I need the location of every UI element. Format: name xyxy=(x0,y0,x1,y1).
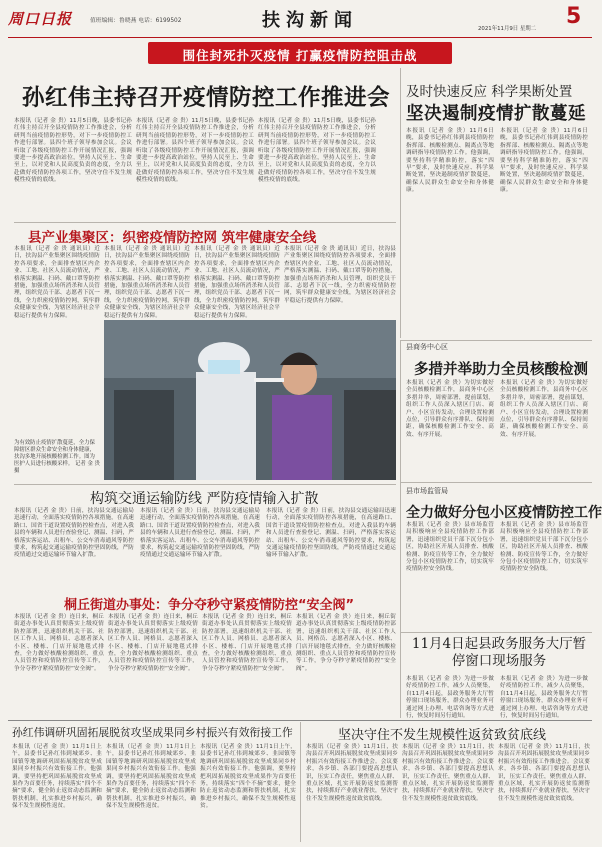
lead-body-col2: 本报讯（记者 金 贵）11月5日晚，县委书记孙红伟主持召开全县疫情防控工作推进会，分析研判当前疫情防控形势，对下一步疫情防控工作进行部署。县四个班子领导参加会议。会议听取了各级疫情防控工作开展情况汇报，强调要进一步提高政治站位，坚持人民至上、生命至上，以对党和人民高度负责的态度，全力以赴做好疫情防控各项工作，坚决守住不发生规模性疫情的底线。 xyxy=(136,118,254,184)
story6-kicker: 县市场监管局 xyxy=(406,487,448,495)
story4-body-col2: 本报讯（记者 金 贵）连日来，桐丘街道办事处认真贯彻落实上级疫情防控部署，迅速组织机关干部、社区工作人员、网格员、志愿者深入小区、楼栋、门店开展地毯式排查，全力做好核酸检测组织、重点人员管控和疫情防控宣传等工作，争分夺秒守紧疫情防控“安全阀”。 xyxy=(108,614,198,672)
right-body: 本报讯（记者 金 贵）11月6日晚，县委书记孙红伟到县疫情防控指挥部、核酸检测点、隔离点等地调研指导疫情防控工作。他强调，要坚持科学精准防控，落实“四早”要求，及时快速反应、科学果断处置，坚决遏制疫情扩散蔓延，确保人民群众生命安全和身体健康。 xyxy=(406,128,494,194)
story2-body-col2: 本报讯（记者 金 贵 通讯员）近日，扶沟县产业集聚区围绕疫情防控各项要求，全面排查辖区内企业、工地、社区人员流动情况，严格落实测温、扫码、戴口罩等防控措施，加强重点场所消杀和人员管理，组织党员干部、志愿者下沉一线，全力织密疫情防控网，筑牢群众健康安全线，为辖区经济社会平稳运行提供有力保障。 xyxy=(104,246,190,319)
photo-scene xyxy=(104,320,396,480)
story4-body-col4: 本报讯（记者 金 贵）连日来，桐丘街道办事处认真贯彻落实上级疫情防控部署，迅速组织机关干部、社区工作人员、网格员、志愿者深入小区、楼栋、门店开展地毯式排查，全力做好核酸检测组织、重点人员管控和疫情防控宣传等工作，争分夺秒守紧疫情防控“安全阀”。 xyxy=(296,614,396,672)
bottom-right-headline: 坚决守住不发生规模性返贫致贫底线 xyxy=(338,728,547,743)
story2-body-col4: 本报讯（记者 金 贵 通讯员）近日，扶沟县产业集聚区围绕疫情防控各项要求，全面排查辖区内企业、工地、社区人员流动情况，严格落实测温、扫码、戴口罩等防控措施，加强重点场所消杀和人员管理，组织党员干部、志愿者下沉一线，全力织密疫情防控网，筑牢群众健康安全线，为辖区经济社会平稳运行提供有力保障。 xyxy=(284,246,396,304)
story2-headline: 县产业集聚区：织密疫情防控网 筑牢健康安全线 xyxy=(28,230,317,246)
story3-headline: 构筑交通运输防线 严防疫情输入扩散 xyxy=(90,491,319,507)
story5-body-col2: 本报讯（记者 金 贵）为切实做好全员核酸检测工作，县商务中心区多措并举，周密部署，提前谋划，组织工作人员深入辖区门店、商户、小区宣传发动，合理设置检测点位，引导群众有序排队、保持间距，确保核酸检测工作安全、高效、有序开展。 xyxy=(500,380,588,438)
page-number: 5 xyxy=(566,4,582,29)
bottom-left-body: 本报讯（记者 金 贵）11月1日上午，县委书记孙红伟到城郊乡、韭园镇等地调研巩固拓展脱贫攻坚成果同乡村振兴有效衔接工作。他强调，要坚持把巩固拓展脱贫攻坚成果作为首要任务，持续落实“四个不摘”要求，健全防止返贫动态监测和帮扶机制，扎实推进乡村振兴，确保不发生规模性返贫。 xyxy=(12,744,102,810)
story3-body-col3: 本报讯（记者 金 贵）日前，扶沟县交通运输局迅速行动，全面落实疫情防控各项措施，在高速路口、国省干道设置疫情防控检查点，对进入我县的车辆和人员进行查验登记、测温、扫码，严格落实客运站、出租车、公交车消毒通风等防控要求，构筑起交通运输疫情防控坚固防线，严防疫情通过交通运输环节输入扩散。 xyxy=(266,508,396,559)
story6-body: 本报讯（记者 金 贵）县市场监管局积极响应全县疫情防控工作部署，迅速组织党员干部下沉分包小区，协助社区开展人员排查、核酸检测、防疫宣传等工作，全力做好分包小区疫情防控工作，切实筑牢疫情防控安全防线。 xyxy=(406,522,494,573)
right-kicker: 及时快速反应 科学果断处置 xyxy=(406,84,573,100)
bottom-right-body-col3: 本报讯（记者 金 贵）11月1日，扶沟县召开巩固拓展脱贫攻坚成果同乡村振兴有效衔接工作推进会。会议要求，各乡镇、各部门要提高思想认识，压实工作责任，聚焦重点人群、重点区域，扎实开展防返贫监测帮扶，持续抓好产业就业帮扶，坚决守住不发生规模性返贫致贫底线。 xyxy=(498,744,590,802)
story7-headline: 11月4日起县政务服务大厅暂停窗口现场服务 xyxy=(411,636,587,669)
right-body-col2: 本报讯（记者 金 贵）11月6日晚，县委书记孙红伟到县疫情防控指挥部、核酸检测点、隔离点等地调研指导疫情防控工作。他强调，要坚持科学精准防控，落实“四早”要求，及时快速反应、科学果断处置，坚决遏制疫情扩散蔓延，确保人民群众生命安全和身体健康。 xyxy=(500,128,588,194)
bottom-right-body-col2: 本报讯（记者 金 贵）11月1日，扶沟县召开巩固拓展脱贫攻坚成果同乡村振兴有效衔接工作推进会。会议要求，各乡镇、各部门要提高思想认识，压实工作责任，聚焦重点人群、重点区域，扎实开展防返贫监测帮扶，持续抓好产业就业帮扶，坚决守住不发生规模性返贫致贫底线。 xyxy=(402,744,494,802)
issue-date: 2021年11月9日 星期二 xyxy=(478,26,537,32)
divider xyxy=(400,632,592,633)
story4-body: 本报讯（记者 金 贵）连日来，桐丘街道办事处认真贯彻落实上级疫情防控部署，迅速组织机关干部、社区工作人员、网格员、志愿者深入小区、楼栋、门店开展地毯式排查，全力做好核酸检测组织、重点人员管控和疫情防控宣传等工作，争分夺秒守紧疫情防控“安全阀”。 xyxy=(14,614,104,672)
masthead-rule xyxy=(8,37,592,38)
masthead xyxy=(0,0,600,38)
bottom-left-body-col3: 本报讯（记者 金 贵）11月1日上午，县委书记孙红伟到城郊乡、韭园镇等地调研巩固拓展脱贫攻坚成果同乡村振兴有效衔接工作。他强调，要坚持把巩固拓展脱贫攻坚成果作为首要任务，持续落实“四个不摘”要求，健全防止返贫动态监测和帮扶机制，扎实推进乡村振兴，确保不发生规模性返贫。 xyxy=(200,744,296,810)
story5-headline: 多措并举助力全员核酸检测 xyxy=(414,361,588,378)
story6-headline: 全力做好分包小区疫情防控工作 xyxy=(406,505,602,521)
photo-caption: 为有效防止疫情扩散蔓延，全力保障辖区群众生命安全和身体健康，扶沟多地开展核酸检测工作。图为医护人员进行核酸采样。 记者 金 贵 摄 xyxy=(14,440,101,474)
bottom-left-headline: 孙红伟调研巩固拓展脱贫攻坚成果同乡村振兴有效衔接工作 xyxy=(12,726,293,739)
section-title: 扶沟新闻 xyxy=(262,10,358,31)
story3-body: 本报讯（记者 金 贵）日前，扶沟县交通运输局迅速行动，全面落实疫情防控各项措施，在高速路口、国省干道设置疫情防控检查点，对进入我县的车辆和人员进行查验登记、测温、扫码，严格落实客运站、出租车、公交车消毒通风等防控要求，构筑起交通运输疫情防控坚固防线，严防疫情通过交通运输环节输入扩散。 xyxy=(14,508,134,559)
divider xyxy=(8,720,592,721)
story2-body: 本报讯（记者 金 贵 通讯员）近日，扶沟县产业集聚区围绕疫情防控各项要求，全面排查辖区内企业、工地、社区人员流动情况，严格落实测温、扫码、戴口罩等防控措施，加强重点场所消杀和人员管理，组织党员干部、志愿者下沉一线，全力织密疫情防控网，筑牢群众健康安全线，为辖区经济社会平稳运行提供有力保障。 xyxy=(14,246,100,319)
story2-body-col3: 本报讯（记者 金 贵 通讯员）近日，扶沟县产业集聚区围绕疫情防控各项要求，全面排查辖区内企业、工地、社区人员流动情况，严格落实测温、扫码、戴口罩等防控措施，加强重点场所消杀和人员管理，组织党员干部、志愿者下沉一线，全力织密疫情防控网，筑牢群众健康安全线，为辖区经济社会平稳运行提供有力保障。 xyxy=(194,246,280,319)
story6-body-col2: 本报讯（记者 金 贵）县市场监管局积极响应全县疫情防控工作部署，迅速组织党员干部下沉分包小区，协助社区开展人员排查、核酸检测、防疫宣传等工作，全力做好分包小区疫情防控工作，切实筑牢疫情防控安全防线。 xyxy=(500,522,588,573)
story3-body-col2: 本报讯（记者 金 贵）日前，扶沟县交通运输局迅速行动，全面落实疫情防控各项措施，在高速路口、国省干道设置疫情防控检查点，对进入我县的车辆和人员进行查验登记、测温、扫码，严格落实客运站、出租车、公交车消毒通风等防控要求，构筑起交通运输疫情防控坚固防线，严防疫情通过交通运输环节输入扩散。 xyxy=(140,508,260,559)
story7-body: 本报讯（记者 金 贵）为进一步做好疫情防控工作，减少人员聚集，自11月4日起，县政务服务大厅暂停窗口现场服务，群众办理业务可通过网上办理、电话咨询等方式进行，恢复时间另行通知。 xyxy=(406,676,494,720)
masthead-info: 值班编辑：鲁晓燕 电话：6199502 xyxy=(90,18,182,24)
divider xyxy=(400,482,592,483)
bottom-right-body: 本报讯（记者 金 贵）11月1日，扶沟县召开巩固拓展脱贫攻坚成果同乡村振兴有效衔接工作推进会。会议要求，各乡镇、各部门要提高思想认识，压实工作责任，聚焦重点人群、重点区域，扎实开展防返贫监测帮扶，持续抓好产业就业帮扶，坚决守住不发生规模性返贫致贫底线。 xyxy=(306,744,398,802)
divider xyxy=(14,222,396,223)
divider xyxy=(300,722,301,842)
banner xyxy=(148,42,452,64)
news-photo xyxy=(104,320,396,480)
story4-headline: 桐丘街道办事处：争分夺秒守紧疫情防控“安全阀” xyxy=(64,598,355,613)
right-headline: 坚决遏制疫情扩散蔓延 xyxy=(406,104,586,124)
divider xyxy=(400,340,592,341)
story4-body-col3: 本报讯（记者 金 贵）连日来，桐丘街道办事处认真贯彻落实上级疫情防控部署，迅速组织机关干部、社区工作人员、网格员、志愿者深入小区、楼栋、门店开展地毯式排查，全力做好核酸检测组织、重点人员管控和疫情防控宣传等工作，争分夺秒守紧疫情防控“安全阀”。 xyxy=(202,614,292,672)
story5-kicker: 县商务中心区 xyxy=(406,343,448,351)
bottom-left-body-col2: 本报讯（记者 金 贵）11月1日上午，县委书记孙红伟到城郊乡、韭园镇等地调研巩固拓展脱贫攻坚成果同乡村振兴有效衔接工作。他强调，要坚持把巩固拓展脱贫攻坚成果作为首要任务，持续落实“四个不摘”要求，健全防止返贫动态监测和帮扶机制，扎实推进乡村振兴，确保不发生规模性返贫。 xyxy=(106,744,196,810)
story7-body-col2: 本报讯（记者 金 贵）为进一步做好疫情防控工作，减少人员聚集，自11月4日起，县政务服务大厅暂停窗口现场服务，群众办理业务可通过网上办理、电话咨询等方式进行，恢复时间另行通知。 xyxy=(500,676,588,720)
story5-body: 本报讯（记者 金 贵）为切实做好全员核酸检测工作，县商务中心区多措并举，周密部署，提前谋划，组织工作人员深入辖区门店、商户、小区宣传发动，合理设置检测点位，引导群众有序排队、保持间距，确保核酸检测工作安全、高效、有序开展。 xyxy=(406,380,494,438)
lead-headline: 孙红伟主持召开疫情防控工作推进会 xyxy=(22,85,391,111)
divider xyxy=(14,484,396,485)
newspaper-logo: 周口日报 xyxy=(8,10,73,28)
divider xyxy=(400,340,401,718)
banner-text: 围住封死扑灭疫情 打赢疫情防控阻击战 xyxy=(182,48,418,63)
lead-body-col3: 本报讯（记者 金 贵）11月5日晚，县委书记孙红伟主持召开全县疫情防控工作推进会，分析研判当前疫情防控形势，对下一步疫情防控工作进行部署。县四个班子领导参加会议。会议听取了各级疫情防控工作开展情况汇报，强调要进一步提高政治站位，坚持人民至上、生命至上，以对党和人民高度负责的态度，全力以赴做好疫情防控各项工作，坚决守住不发生规模性疫情的底线。 xyxy=(258,118,376,184)
divider xyxy=(400,68,401,338)
lead-body: 本报讯（记者 金 贵）11月5日晚，县委书记孙红伟主持召开全县疫情防控工作推进会，分析研判当前疫情防控形势，对下一步疫情防控工作进行部署。县四个班子领导参加会议。会议听取了各级疫情防控工作开展情况汇报，强调要进一步提高政治站位，坚持人民至上、生命至上，以对党和人民高度负责的态度，全力以赴做好疫情防控各项工作，坚决守住不发生规模性疫情的底线。 xyxy=(14,118,132,184)
